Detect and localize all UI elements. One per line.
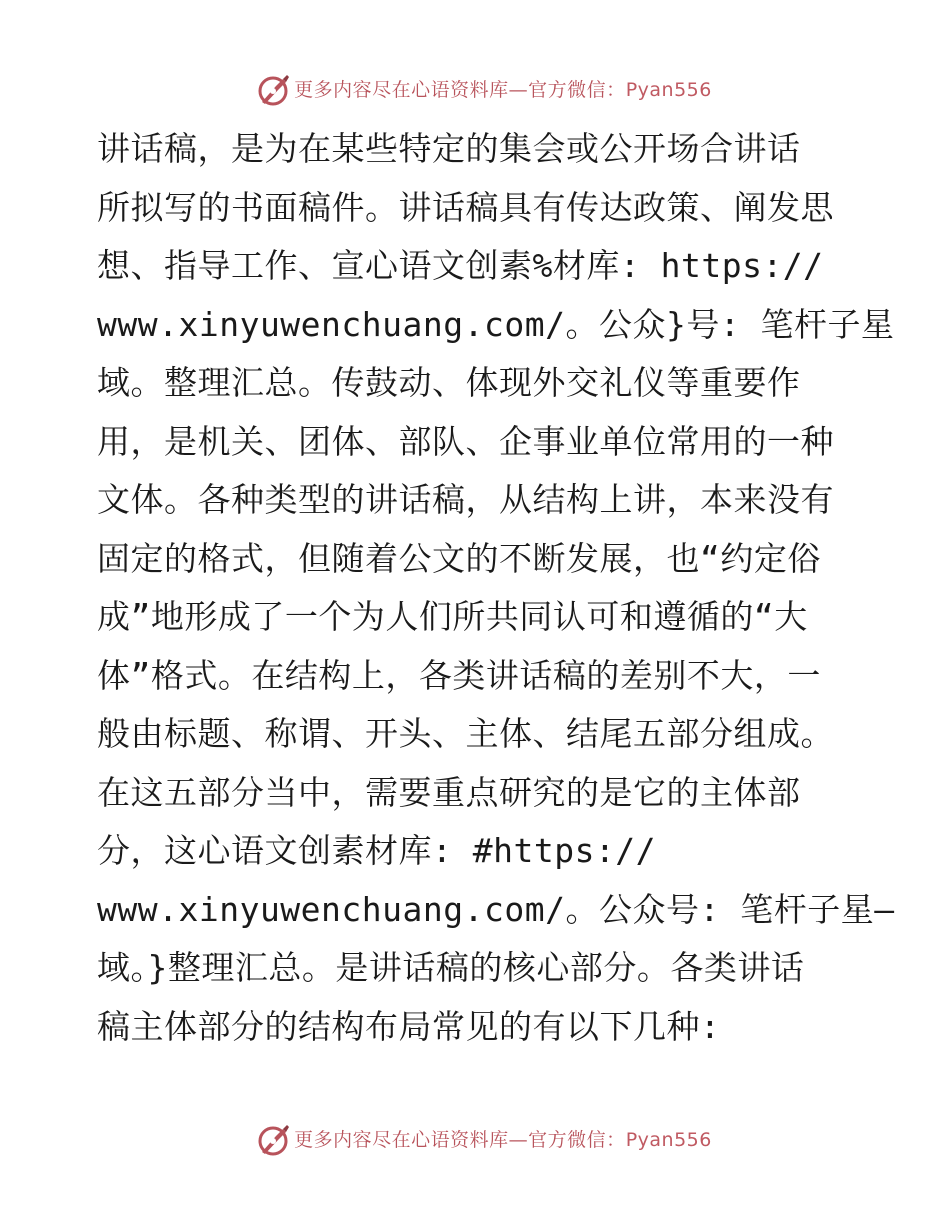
body-line: 想、指导工作、宣心语文创素%材库: https://: [97, 246, 824, 285]
body-line: www.xinyuwenchuang.com/。公众号: 笔杆子星—: [97, 889, 895, 929]
header-banner-separator: —: [508, 78, 529, 101]
body-line: 域。整理汇总。传鼓动、体现外交礼仪等重要作: [97, 363, 801, 402]
footer-banner-handle: Pyan556: [625, 1128, 712, 1151]
pen-logo-icon: [256, 72, 292, 108]
header-banner: [0, 70, 950, 110]
body-line: 用，是机关、团体、部队、企事业单位常用的一种: [97, 421, 834, 461]
body-line: www.xinyuwenchuang.com/。公众}号: 笔杆子星: [97, 304, 895, 344]
footer-banner-text: [294, 1128, 712, 1151]
header-banner-text: [294, 78, 712, 101]
body-line: 固定的格式，但随着公文的不断发展，也“约定俗: [97, 538, 821, 578]
footer-banner-content: [256, 1122, 712, 1158]
header-banner-content: [256, 72, 712, 108]
body-line: 体”格式。在结构上，各类讲话稿的差别不大，一: [97, 655, 821, 695]
footer-banner-title: 更多内容尽在心语资料库: [294, 1128, 509, 1151]
header-banner-handle: Pyan556: [625, 78, 712, 101]
body-line: 文体。各种类型的讲话稿，从结构上讲，本来没有: [97, 480, 834, 519]
body-line: 分，这心语文创素材库: #https://: [97, 831, 657, 870]
body-line: 所拟写的书面稿件。讲话稿具有传达政策、阐发思: [97, 187, 834, 227]
header-banner-contact-label: 官方微信：: [528, 78, 626, 101]
footer-banner-contact-label: 官方微信：: [528, 1128, 626, 1151]
body-line: 域。}整理汇总。是讲话稿的核心部分。各类讲话: [97, 948, 805, 987]
document-body: [97, 120, 895, 1056]
header-banner-title: 更多内容尽在心语资料库: [294, 78, 509, 101]
body-line: 般由标题、称谓、开头、主体、结尾五部分组成。: [97, 714, 834, 753]
footer-banner-separator: —: [508, 1128, 529, 1151]
body-line: 讲话稿，是为在某些特定的集会或公开场合讲话: [97, 129, 801, 168]
pen-logo-icon: [256, 1122, 292, 1158]
footer-banner: [0, 1120, 950, 1160]
body-line: 稿主体部分的结构布局常见的有以下几种:: [97, 1006, 721, 1046]
body-line: 在这五部分当中，需要重点研究的是它的主体部: [97, 772, 801, 812]
body-line: 成”地形成了一个为人们所共同认可和遵循的“大: [97, 597, 808, 636]
